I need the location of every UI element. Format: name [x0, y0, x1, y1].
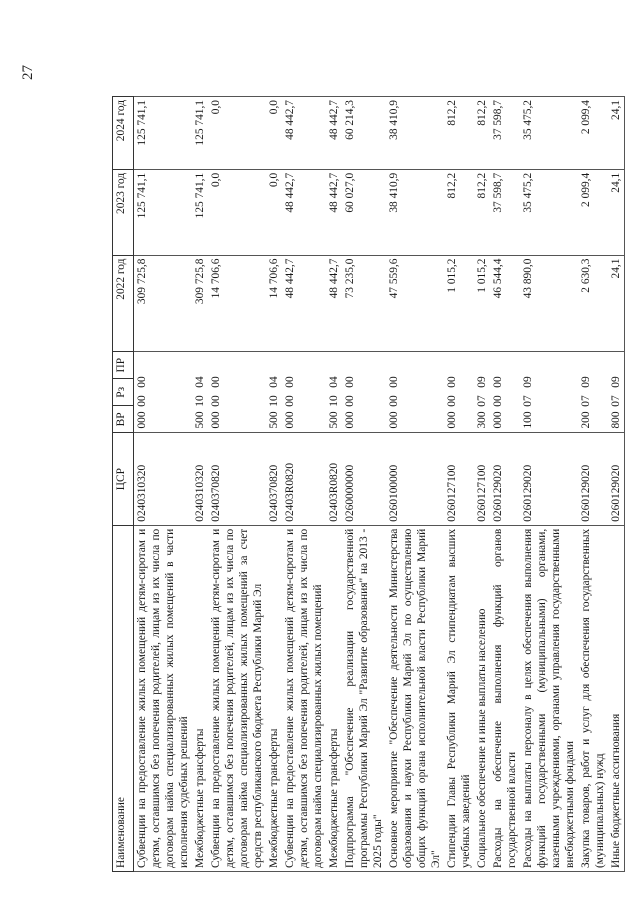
row-2023: 48 442,7: [282, 169, 326, 255]
row-2023: 0,0: [208, 169, 266, 255]
row-csr: 0260129020: [608, 433, 625, 525]
row-2023: 48 442,7: [326, 169, 342, 255]
row-2022: 48 442,7: [282, 255, 326, 352]
row-2023: 37 598,7: [490, 169, 520, 255]
row-2023: 35 475,2: [520, 169, 578, 255]
row-codes: [578, 352, 608, 433]
row-vr: 800: [610, 411, 622, 429]
row-2023: 812,2: [474, 169, 490, 255]
table-row: [608, 97, 625, 872]
row-pr: 00: [446, 376, 458, 388]
budget-table: [112, 96, 625, 872]
row-name: Закупка товаров, работ и услуг для обеспечения государственных (муниципальных) нужд: [578, 525, 608, 871]
row-2023: 24,1: [608, 169, 625, 255]
table-row: [474, 97, 490, 872]
row-name: Субвенции на предоставление жилых помещений детям-сиротам и детям, оставшимся без попечения родителей, лицам из их числа по договорам найма специализированных жилых помещений в части исполнения судебных решений: [134, 525, 193, 871]
row-rz: 00: [136, 395, 148, 407]
row-vr: 000: [492, 411, 504, 429]
row-2024: 0,0: [266, 97, 282, 170]
row-2024: 125 741,1: [192, 97, 208, 170]
row-rz: 10: [328, 395, 340, 407]
row-rz: 07: [610, 395, 622, 407]
row-2022: 1 015,2: [444, 255, 474, 352]
row-csr: 0260100000: [386, 433, 444, 525]
header-csr: ЦСР: [113, 433, 134, 525]
row-csr: 0240370820: [266, 433, 282, 525]
budget-table-container: [112, 96, 622, 872]
row-vr: 000: [344, 411, 356, 429]
table-row: [386, 97, 444, 872]
header-pr: ПР: [113, 352, 134, 379]
row-pr: 00: [136, 376, 148, 388]
row-pr: 04: [194, 376, 206, 388]
row-rz: 00: [284, 395, 296, 407]
row-pr: 09: [610, 376, 622, 388]
row-2023: 812,2: [444, 169, 474, 255]
row-2022: 43 890,0: [520, 255, 578, 352]
row-2023: 125 741,1: [134, 169, 193, 255]
row-pr: 09: [476, 376, 488, 388]
row-name: Расходы на выплаты персоналу в целях обеспечения выполнения функций государственными (муниципальными) органами, казенными учреждениями, органами управления государственными внебюджетными фондами: [520, 525, 578, 871]
row-vr: 500: [194, 411, 206, 429]
row-csr: 02403R0820: [282, 433, 326, 525]
table-row: [134, 97, 193, 872]
row-name: Основное мероприятие "Обеспечение деятельности Министерства образования и науки Республики Марий Эл по осуществлению общих функций органа исполнительной власти Республики Марий Эл": [386, 525, 444, 871]
row-codes: [444, 352, 474, 433]
row-vr: 000: [210, 411, 222, 429]
row-vr: 000: [446, 411, 458, 429]
table-row: [444, 97, 474, 872]
row-codes: [342, 352, 386, 433]
row-2024: 60 214,3: [342, 97, 386, 170]
row-csr: 0240310320: [192, 433, 208, 525]
row-name: Межбюджетные трансферты: [326, 525, 342, 871]
row-rz: 00: [210, 395, 222, 407]
row-2023: 60 027,0: [342, 169, 386, 255]
row-pr: 04: [268, 376, 280, 388]
row-2023: 125 741,1: [192, 169, 208, 255]
table-row: [520, 97, 578, 872]
table-header-row: [113, 97, 134, 872]
row-codes: [192, 352, 208, 433]
row-name: Стипендии Главы Республики Марий Эл стипендиатам высших учебных заведений: [444, 525, 474, 871]
row-pr: 09: [522, 376, 534, 388]
row-codes: [474, 352, 490, 433]
row-name: Субвенции на предоставление жилых помещений детям-сиротам и детям, оставшимся без попечения родителей, лицам из их числа по договорам найма специализированных жилых помещений: [282, 525, 326, 871]
row-csr: 0260129020: [578, 433, 608, 525]
page-number: 27: [20, 65, 36, 80]
row-pr: 04: [328, 376, 340, 388]
row-codes: [134, 352, 193, 433]
header-2022: 2022 год: [113, 255, 134, 352]
row-vr: 300: [476, 411, 488, 429]
row-vr: 500: [268, 411, 280, 429]
row-2024: 0,0: [208, 97, 266, 170]
row-pr: 00: [344, 376, 356, 388]
row-2022: 24,1: [608, 255, 625, 352]
row-codes: [608, 352, 625, 433]
row-2023: 0,0: [266, 169, 282, 255]
row-vr: 000: [388, 411, 400, 429]
row-vr: 200: [580, 411, 592, 429]
row-2022: 309 725,8: [192, 255, 208, 352]
row-2024: 38 410,9: [386, 97, 444, 170]
row-vr: 100: [522, 411, 534, 429]
row-2024: 48 442,7: [282, 97, 326, 170]
row-rz: 00: [344, 395, 356, 407]
row-2022: 14 706,6: [266, 255, 282, 352]
row-2024: 24,1: [608, 97, 625, 170]
row-2022: 46 544,4: [490, 255, 520, 352]
row-codes: [208, 352, 266, 433]
header-2023: 2023 год: [113, 169, 134, 255]
row-2023: 2 099,4: [578, 169, 608, 255]
row-2022: 14 706,6: [208, 255, 266, 352]
row-rz: 00: [388, 395, 400, 407]
row-codes: [282, 352, 326, 433]
row-csr: 02403R0820: [326, 433, 342, 525]
row-2024: 48 442,7: [326, 97, 342, 170]
row-csr: 0260127100: [444, 433, 474, 525]
row-2024: 2 099,4: [578, 97, 608, 170]
row-codes: [266, 352, 282, 433]
table-row: [490, 97, 520, 872]
row-2024: 37 598,7: [490, 97, 520, 170]
row-2022: 48 442,7: [326, 255, 342, 352]
row-2024: 125 741,1: [134, 97, 193, 170]
table-row: [326, 97, 342, 872]
row-pr: 00: [388, 376, 400, 388]
row-vr: 000: [284, 411, 296, 429]
table-row: [282, 97, 326, 872]
header-rz: Рз: [113, 379, 134, 406]
row-csr: 0240310320: [134, 433, 193, 525]
row-rz: 10: [268, 395, 280, 407]
row-2022: 309 725,8: [134, 255, 193, 352]
row-vr: 000: [136, 411, 148, 429]
row-2024: 35 475,2: [520, 97, 578, 170]
row-csr: 0260000000: [342, 433, 386, 525]
row-2022: 47 559,6: [386, 255, 444, 352]
row-pr: 00: [492, 376, 504, 388]
row-rz: 00: [446, 395, 458, 407]
row-rz: 10: [194, 395, 206, 407]
row-rz: 07: [580, 395, 592, 407]
row-2024: 812,2: [444, 97, 474, 170]
table-body: [134, 97, 625, 872]
row-rz: 07: [522, 395, 534, 407]
row-vr: 500: [328, 411, 340, 429]
table-row: [266, 97, 282, 872]
row-2024: 812,2: [474, 97, 490, 170]
row-codes: [520, 352, 578, 433]
row-name: Подпрограмма "Обеспечение реализации государственной программы Республики Марий Эл "Развитие образования" на 2013 - 2025 годы": [342, 525, 386, 871]
row-codes: [386, 352, 444, 433]
row-codes: [326, 352, 342, 433]
row-name: Расходы на обеспечение выполнения функций органов государственной власти: [490, 525, 520, 871]
row-pr: 09: [580, 376, 592, 388]
row-2023: 38 410,9: [386, 169, 444, 255]
table-row: [208, 97, 266, 872]
row-csr: 0240370820: [208, 433, 266, 525]
header-2024: 2024 год: [113, 97, 134, 170]
row-csr: 0260129020: [520, 433, 578, 525]
row-2022: 2 630,3: [578, 255, 608, 352]
row-2022: 73 235,0: [342, 255, 386, 352]
row-csr: 0260129020: [490, 433, 520, 525]
row-codes: [490, 352, 520, 433]
row-name: Социальное обеспечение и иные выплаты населению: [474, 525, 490, 871]
row-name: Субвенции на предоставление жилых помещений детям-сиротам и детям, оставшимся без попечения родителей, лицам из их числа по договорам найма специализированных жилых помещений за счет средств республиканского бюджета Республики Марий Эл: [208, 525, 266, 871]
row-csr: 0260127100: [474, 433, 490, 525]
row-pr: 00: [284, 376, 296, 388]
row-rz: 00: [492, 395, 504, 407]
table-row: [192, 97, 208, 872]
row-rz: 07: [476, 395, 488, 407]
table-row: [342, 97, 386, 872]
header-vr: ВР: [113, 406, 134, 433]
row-pr: 00: [210, 376, 222, 388]
table-row: [578, 97, 608, 872]
row-name: Иные бюджетные ассигнования: [608, 525, 625, 871]
header-name: Наименование: [113, 525, 134, 871]
row-name: Межбюджетные трансферты: [192, 525, 208, 871]
row-2022: 1 015,2: [474, 255, 490, 352]
row-name: Межбюджетные трансферты: [266, 525, 282, 871]
